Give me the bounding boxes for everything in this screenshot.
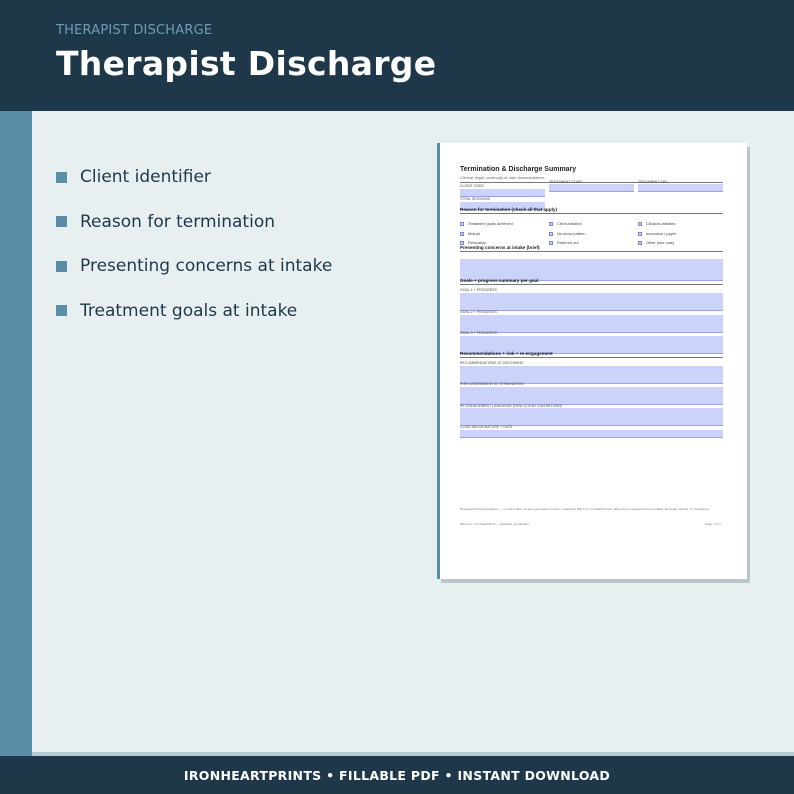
doc-label-signature: CLINICIAN SIGNATURE + DATE [460, 425, 513, 429]
doc-title: Termination & Discharge Summary [460, 166, 577, 173]
doc-label-treatment-end: TREATMENT END [638, 180, 668, 184]
doc-section-presenting: Presenting concerns at intake (brief) [460, 245, 540, 250]
eyebrow-label: THERAPIST DISCHARGE [56, 23, 213, 38]
doc-label-goal3: GOAL 3 + PROGRESS [460, 331, 497, 335]
feature-label: Client identifier [80, 167, 211, 187]
doc-label-treatment-start: TREATMENT START [549, 180, 583, 184]
document-preview [437, 143, 747, 579]
checkbox[interactable] [460, 232, 464, 236]
goal2-field[interactable] [460, 315, 723, 333]
side-accent-bar [0, 111, 32, 756]
doc-section-recs: Recommendations + risk + re-engagement [460, 351, 553, 356]
doc-rule [460, 251, 723, 252]
doc-rule [460, 213, 723, 214]
option-label: Client-initiated [557, 221, 582, 226]
checkbox[interactable] [549, 241, 553, 245]
doc-footer-note: Designed with AI assistance — no client data, no auto-generated content; curated by IBG LLC / IronHeartPrints. Every file is reviewed before publish. Not legal, clinical, or compliance. [460, 507, 710, 511]
checkbox[interactable] [638, 232, 642, 236]
doc-rule [460, 357, 723, 358]
option-label: Insurance / payer [646, 231, 677, 236]
doc-label-reengagement: RE-ENGAGEMENT LANGUAGE (HOW CLIENT CAN RETURN) [460, 404, 562, 408]
doc-label-risk: RISK ASSESSMENT AT TERMINATION [460, 382, 524, 386]
option-label: Referred out [557, 240, 579, 245]
goal1-field[interactable] [460, 293, 723, 311]
doc-label-recommendations: RECOMMENDATIONS AT DISCHARGE [460, 361, 524, 365]
doc-subtitle: Clinical, legal, continuity-of-care documentation. [460, 175, 545, 180]
feature-label: Presenting concerns at intake [80, 256, 333, 276]
doc-rule [460, 284, 723, 285]
square-bullet-icon [56, 216, 67, 227]
feature-item [56, 300, 332, 322]
option-label: Treatment goals achieved [468, 221, 513, 226]
doc-label-total-sessions: TOTAL SESSIONS [460, 197, 491, 201]
header-banner [0, 0, 794, 111]
doc-rule [460, 182, 723, 183]
doc-label-goal1: GOAL 1 + PROGRESS [460, 288, 497, 292]
doc-page-number: Page 1 of 1 [705, 522, 721, 526]
treatment-end-field[interactable] [638, 184, 723, 192]
feature-label: Treatment goals at intake [80, 300, 298, 321]
square-bullet-icon [56, 172, 67, 183]
feature-item [56, 211, 332, 233]
doc-label-client-code: CLIENT CODE [460, 184, 484, 188]
signature-field[interactable] [460, 430, 723, 438]
doc-section-reason: Reason for termination (check all that apply) [460, 207, 557, 212]
feature-label: Reason for termination [80, 211, 275, 232]
feature-list [56, 166, 332, 344]
footer-text: IRONHEARTPRINTS • FILLABLE PDF • INSTANT DOWNLOAD [183, 768, 611, 783]
doc-section-goals: Goals + progress summary per goal [460, 278, 539, 283]
treatment-start-field[interactable] [549, 184, 634, 192]
client-code-field[interactable] [460, 189, 545, 197]
feature-item [56, 166, 332, 188]
square-bullet-icon [56, 261, 67, 272]
feature-item [56, 255, 332, 277]
option-label: Clinician-initiated [646, 221, 676, 226]
option-label: Mutual [468, 231, 480, 236]
checkbox[interactable] [638, 222, 642, 226]
doc-label-goal2: GOAL 2 + PROGRESS [460, 310, 497, 314]
checkbox[interactable] [638, 241, 642, 245]
reengagement-field[interactable] [460, 408, 723, 426]
footer-banner [0, 756, 794, 794]
option-label: No-show pattern [557, 231, 586, 236]
checkbox[interactable] [460, 222, 464, 226]
option-label: Relocation [468, 240, 487, 245]
option-label: Other (see note) [646, 240, 675, 245]
risk-field[interactable] [460, 387, 723, 405]
square-bullet-icon [56, 305, 67, 316]
page-title: Therapist Discharge [56, 44, 437, 83]
doc-footer-left: IBG LLC / IronHeartPrints — therapist_termination [460, 522, 529, 526]
checkbox[interactable] [549, 232, 553, 236]
checkbox[interactable] [549, 222, 553, 226]
